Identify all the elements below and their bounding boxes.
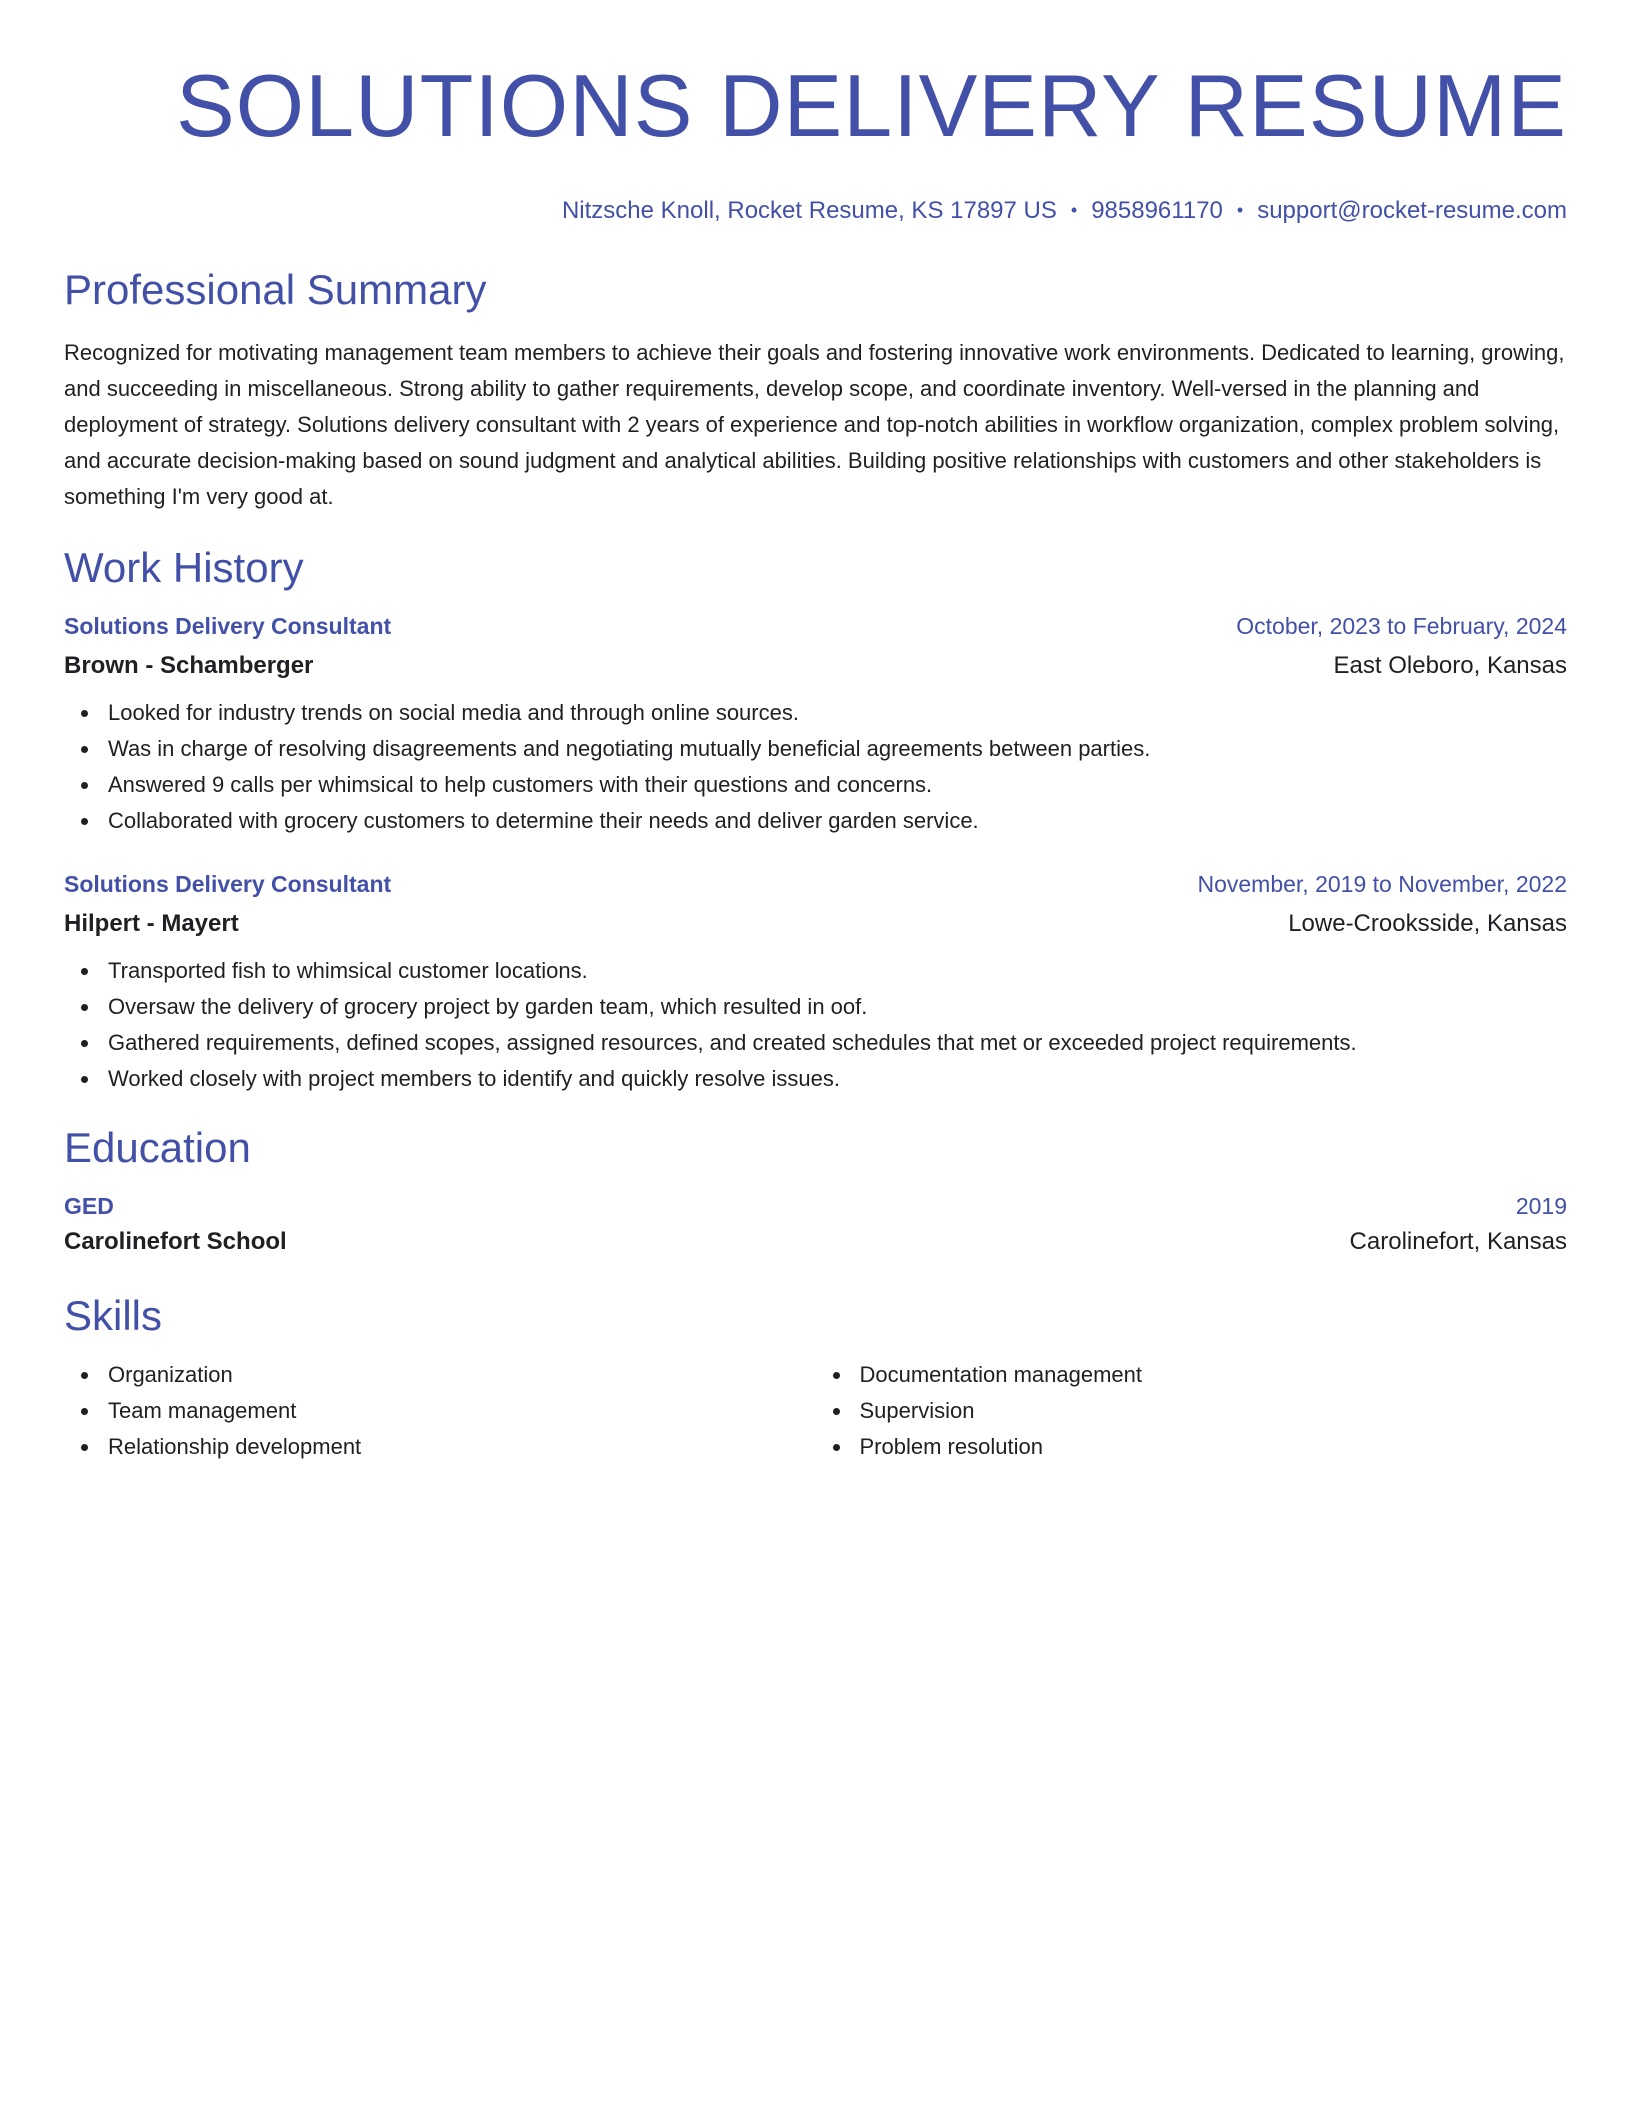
list-item: Answered 9 calls per whimsical to help customers with their questions and concerns. [64, 767, 1567, 803]
section-heading-education: Education [64, 1124, 251, 1171]
job-employer-row [64, 651, 1567, 681]
skill-item: Organization [64, 1357, 816, 1393]
skills-section [64, 1291, 1567, 1465]
skills-columns [64, 1357, 1567, 1465]
job-employer: Brown - Schamberger [64, 652, 314, 679]
job-title: Solutions Delivery Consultant [64, 871, 392, 897]
education-section [64, 1123, 1567, 1257]
list-item: Looked for industry trends on social media and through online sources. [64, 695, 1567, 731]
job-bullets [64, 695, 1567, 839]
contact-line [64, 196, 1567, 227]
job-employer: Hilpert - Mayert [64, 910, 239, 937]
education-location: Carolinefort, Kansas [1349, 1228, 1567, 1255]
list-item: Worked closely with project members to identify and quickly resolve issues. [64, 1061, 1567, 1097]
job-location: Lowe-Crooksside, Kansas [1288, 910, 1567, 937]
contact-email[interactable]: support@rocket-resume.com [1257, 197, 1567, 224]
education-degree: GED [64, 1193, 114, 1219]
section-heading-skills: Skills [64, 1292, 163, 1339]
job-title: Solutions Delivery Consultant [64, 613, 392, 639]
contact-address: Nitzsche Knoll, Rocket Resume, KS 17897 US [561, 197, 1057, 224]
skills-list-left [64, 1357, 816, 1465]
list-item: Was in charge of resolving disagreements and negotiating mutually beneficial agreements between parties. [64, 731, 1567, 767]
skill-item: Documentation management [816, 1357, 1568, 1393]
skill-item: Supervision [816, 1393, 1568, 1429]
job-dates: October, 2023 to February, 2024 [1236, 613, 1567, 639]
summary-text: Recognized for motivating management team members to achieve their goals and fostering innovative work environments. Dedicated to learning, growing, and succeeding in miscellaneous. Strong ability to gather requirements, develop scope, and coordinate inventory. Well-versed in the planning and deployment of strategy. Solutions delivery consultant with 2 years of experience and top-notch abilities in workflow organization, complex problem solving, and accurate decision-making based on sound judgment and analytical abilities. Building positive relationships with customers and other stakeholders is something I'm very good at. [64, 340, 1565, 509]
job-employer-row [64, 909, 1567, 939]
education-school-row [64, 1227, 1567, 1257]
list-item: Transported fish to whimsical customer locations. [64, 953, 1567, 989]
skill-item: Problem resolution [816, 1429, 1568, 1465]
job-header-row [64, 611, 1567, 641]
section-heading-summary: Professional Summary [64, 266, 487, 313]
list-item: Oversaw the delivery of grocery project by garden team, which resulted in oof. [64, 989, 1567, 1025]
job-header-row [64, 869, 1567, 899]
list-item: Collaborated with grocery customers to determine their needs and deliver garden service. [64, 803, 1567, 839]
skill-item: Relationship development [64, 1429, 816, 1465]
resume-page [64, 0, 1567, 1465]
skills-list-right [816, 1357, 1568, 1465]
list-item: Gathered requirements, defined scopes, assigned resources, and created schedules that met or exceeded project requirements. [64, 1025, 1567, 1061]
resume-title: SOLUTIONS DELIVERY RESUME [175, 56, 1567, 155]
education-school: Carolinefort School [64, 1228, 287, 1255]
job-entry [64, 869, 1567, 1097]
job-entry [64, 611, 1567, 839]
contact-separator: • [1236, 200, 1244, 220]
skill-item: Team management [64, 1393, 816, 1429]
summary-section [64, 265, 1567, 515]
work-history-section [64, 543, 1567, 1097]
education-header-row [64, 1191, 1567, 1221]
contact-separator: • [1070, 200, 1078, 220]
education-year: 2019 [1515, 1193, 1567, 1219]
job-dates: November, 2019 to November, 2022 [1197, 871, 1567, 897]
contact-phone: 9858961170 [1091, 197, 1223, 224]
section-heading-work-history: Work History [64, 544, 304, 591]
job-bullets [64, 953, 1567, 1097]
job-location: East Oleboro, Kansas [1333, 652, 1567, 679]
